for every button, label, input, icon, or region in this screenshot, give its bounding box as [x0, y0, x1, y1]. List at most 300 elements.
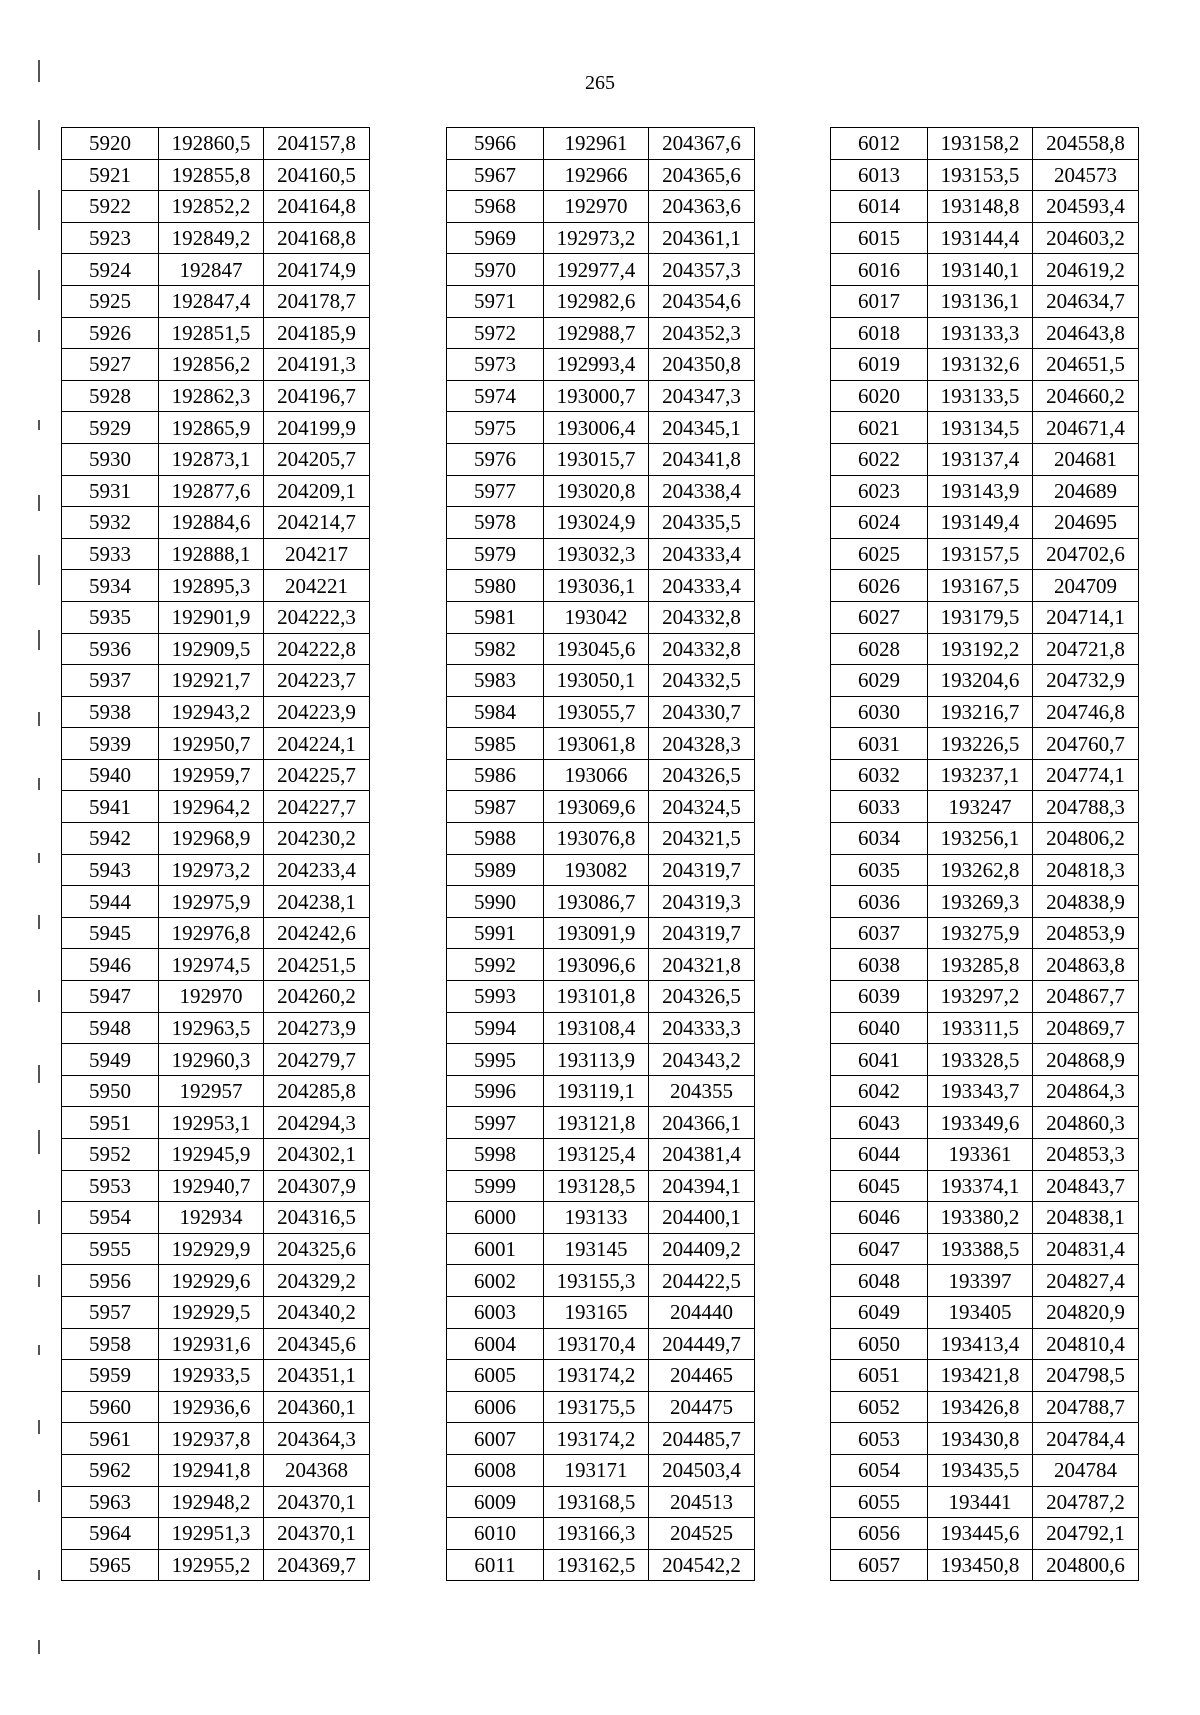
y-coordinate-cell: 204709 [1033, 570, 1139, 602]
point-number-cell: 6020 [831, 380, 928, 412]
point-number-cell: 5933 [62, 538, 159, 570]
x-coordinate-cell: 192964,2 [159, 791, 264, 823]
y-coordinate-cell: 204238,1 [264, 886, 370, 918]
table-row [62, 349, 370, 381]
y-coordinate-cell: 204168,8 [264, 222, 370, 254]
point-number-cell: 5952 [62, 1139, 159, 1171]
table-row [62, 665, 370, 697]
y-coordinate-cell: 204160,5 [264, 159, 370, 191]
point-number-cell: 6045 [831, 1170, 928, 1202]
point-number-cell: 5968 [447, 191, 544, 223]
table-row [831, 1233, 1139, 1265]
y-coordinate-cell: 204681 [1033, 443, 1139, 475]
table-row [62, 380, 370, 412]
table-row [447, 1107, 755, 1139]
table-row [447, 1360, 755, 1392]
y-coordinate-cell: 204355 [649, 1075, 755, 1107]
table-row [447, 380, 755, 412]
point-number-cell: 6011 [447, 1549, 544, 1581]
y-coordinate-cell: 204721,8 [1033, 633, 1139, 665]
y-coordinate-cell: 204352,3 [649, 317, 755, 349]
point-number-cell: 5964 [62, 1518, 159, 1550]
point-number-cell: 5924 [62, 254, 159, 286]
point-number-cell: 5963 [62, 1486, 159, 1518]
x-coordinate-cell: 193076,8 [544, 823, 649, 855]
y-coordinate-cell: 204221 [264, 570, 370, 602]
point-number-cell: 5992 [447, 949, 544, 981]
point-number-cell: 6017 [831, 285, 928, 317]
point-number-cell: 5951 [62, 1107, 159, 1139]
table-row [62, 949, 370, 981]
point-number-cell: 6033 [831, 791, 928, 823]
y-coordinate-cell: 204475 [649, 1391, 755, 1423]
point-number-cell: 5972 [447, 317, 544, 349]
y-coordinate-cell: 204860,3 [1033, 1107, 1139, 1139]
y-coordinate-cell: 204209,1 [264, 475, 370, 507]
x-coordinate-cell: 193349,6 [928, 1107, 1033, 1139]
point-number-cell: 6043 [831, 1107, 928, 1139]
table-row [831, 412, 1139, 444]
x-coordinate-cell: 192955,2 [159, 1549, 264, 1581]
x-coordinate-cell: 192865,9 [159, 412, 264, 444]
y-coordinate-cell: 204394,1 [649, 1170, 755, 1202]
point-number-cell: 5961 [62, 1423, 159, 1455]
x-coordinate-cell: 192961 [544, 128, 649, 160]
x-coordinate-cell: 193091,9 [544, 917, 649, 949]
y-coordinate-cell: 204774,1 [1033, 759, 1139, 791]
y-coordinate-cell: 204357,3 [649, 254, 755, 286]
x-coordinate-cell: 192895,3 [159, 570, 264, 602]
x-coordinate-cell: 193204,6 [928, 665, 1033, 697]
x-coordinate-cell: 193128,5 [544, 1170, 649, 1202]
y-coordinate-cell: 204409,2 [649, 1233, 755, 1265]
y-coordinate-cell: 204222,3 [264, 601, 370, 633]
table-row [447, 475, 755, 507]
table-row [831, 570, 1139, 602]
table-row [447, 1296, 755, 1328]
x-coordinate-cell: 193086,7 [544, 886, 649, 918]
y-coordinate-cell: 204869,7 [1033, 1012, 1139, 1044]
x-coordinate-cell: 193311,5 [928, 1012, 1033, 1044]
y-coordinate-cell: 204351,1 [264, 1360, 370, 1392]
x-coordinate-cell: 192921,7 [159, 665, 264, 697]
y-coordinate-cell: 204558,8 [1033, 128, 1139, 160]
point-number-cell: 5930 [62, 443, 159, 475]
point-number-cell: 6049 [831, 1296, 928, 1328]
point-number-cell: 5962 [62, 1454, 159, 1486]
point-number-cell: 6009 [447, 1486, 544, 1518]
x-coordinate-cell: 193168,5 [544, 1486, 649, 1518]
point-number-cell: 6001 [447, 1233, 544, 1265]
point-number-cell: 6008 [447, 1454, 544, 1486]
x-coordinate-cell: 193036,1 [544, 570, 649, 602]
table-row [62, 1012, 370, 1044]
table-row [447, 601, 755, 633]
point-number-cell: 6010 [447, 1518, 544, 1550]
point-number-cell: 5973 [447, 349, 544, 381]
x-coordinate-cell: 193426,8 [928, 1391, 1033, 1423]
x-coordinate-cell: 193050,1 [544, 665, 649, 697]
x-coordinate-cell: 192931,6 [159, 1328, 264, 1360]
point-number-cell: 6046 [831, 1202, 928, 1234]
x-coordinate-cell: 192909,5 [159, 633, 264, 665]
table-row [447, 1486, 755, 1518]
table-row [62, 696, 370, 728]
table-row [62, 1044, 370, 1076]
table-row [447, 1139, 755, 1171]
table-row [831, 1549, 1139, 1581]
x-coordinate-cell: 192988,7 [544, 317, 649, 349]
table-row [831, 1328, 1139, 1360]
x-coordinate-cell: 192948,2 [159, 1486, 264, 1518]
x-coordinate-cell: 193032,3 [544, 538, 649, 570]
table-row [62, 981, 370, 1013]
table-row [831, 538, 1139, 570]
table-row [62, 1391, 370, 1423]
table-row [62, 601, 370, 633]
y-coordinate-cell: 204294,3 [264, 1107, 370, 1139]
y-coordinate-cell: 204223,9 [264, 696, 370, 728]
y-coordinate-cell: 204868,9 [1033, 1044, 1139, 1076]
x-coordinate-cell: 193144,4 [928, 222, 1033, 254]
x-coordinate-cell: 193166,3 [544, 1518, 649, 1550]
y-coordinate-cell: 204381,4 [649, 1139, 755, 1171]
x-coordinate-cell: 193216,7 [928, 696, 1033, 728]
x-coordinate-cell: 192941,8 [159, 1454, 264, 1486]
point-number-cell: 5953 [62, 1170, 159, 1202]
table-row [831, 1486, 1139, 1518]
table-row [831, 1139, 1139, 1171]
x-coordinate-cell: 192847,4 [159, 285, 264, 317]
y-coordinate-cell: 204818,3 [1033, 854, 1139, 886]
point-number-cell: 5993 [447, 981, 544, 1013]
point-number-cell: 6016 [831, 254, 928, 286]
y-coordinate-cell: 204542,2 [649, 1549, 755, 1581]
x-coordinate-cell: 192982,6 [544, 285, 649, 317]
x-coordinate-cell: 193153,5 [928, 159, 1033, 191]
y-coordinate-cell: 204806,2 [1033, 823, 1139, 855]
point-number-cell: 6000 [447, 1202, 544, 1234]
point-number-cell: 6003 [447, 1296, 544, 1328]
x-coordinate-cell: 193192,2 [928, 633, 1033, 665]
x-coordinate-cell: 193174,2 [544, 1360, 649, 1392]
x-coordinate-cell: 192957 [159, 1075, 264, 1107]
table-row [62, 791, 370, 823]
y-coordinate-cell: 204196,7 [264, 380, 370, 412]
y-coordinate-cell: 204217 [264, 538, 370, 570]
point-number-cell: 5955 [62, 1233, 159, 1265]
table-row [447, 538, 755, 570]
y-coordinate-cell: 204157,8 [264, 128, 370, 160]
point-number-cell: 6055 [831, 1486, 928, 1518]
table-row [831, 1202, 1139, 1234]
table-row [447, 1391, 755, 1423]
y-coordinate-cell: 204285,8 [264, 1075, 370, 1107]
x-coordinate-cell: 193134,5 [928, 412, 1033, 444]
y-coordinate-cell: 204702,6 [1033, 538, 1139, 570]
table-row [447, 823, 755, 855]
x-coordinate-cell: 193450,8 [928, 1549, 1033, 1581]
y-coordinate-cell: 204185,9 [264, 317, 370, 349]
y-coordinate-cell: 204643,8 [1033, 317, 1139, 349]
table-row [62, 1202, 370, 1234]
table-row [447, 854, 755, 886]
table-row [831, 443, 1139, 475]
y-coordinate-cell: 204619,2 [1033, 254, 1139, 286]
x-coordinate-cell: 192933,5 [159, 1360, 264, 1392]
x-coordinate-cell: 193275,9 [928, 917, 1033, 949]
table-row [447, 412, 755, 444]
y-coordinate-cell: 204440 [649, 1296, 755, 1328]
x-coordinate-cell: 193121,8 [544, 1107, 649, 1139]
x-coordinate-cell: 192973,2 [159, 854, 264, 886]
x-coordinate-cell: 192974,5 [159, 949, 264, 981]
point-number-cell: 6035 [831, 854, 928, 886]
y-coordinate-cell: 204671,4 [1033, 412, 1139, 444]
point-number-cell: 5929 [62, 412, 159, 444]
x-coordinate-cell: 192929,6 [159, 1265, 264, 1297]
table-row [62, 1486, 370, 1518]
table-row [831, 1296, 1139, 1328]
x-coordinate-cell: 193148,8 [928, 191, 1033, 223]
table-row [62, 886, 370, 918]
y-coordinate-cell: 204838,9 [1033, 886, 1139, 918]
x-coordinate-cell: 193441 [928, 1486, 1033, 1518]
table-row [447, 1202, 755, 1234]
y-coordinate-cell: 204178,7 [264, 285, 370, 317]
table-row [62, 443, 370, 475]
x-coordinate-cell: 193155,3 [544, 1265, 649, 1297]
table-row [62, 159, 370, 191]
point-number-cell: 5970 [447, 254, 544, 286]
y-coordinate-cell: 204260,2 [264, 981, 370, 1013]
table-row [62, 222, 370, 254]
point-number-cell: 6025 [831, 538, 928, 570]
x-coordinate-cell: 192873,1 [159, 443, 264, 475]
point-number-cell: 5925 [62, 285, 159, 317]
table-row [831, 1044, 1139, 1076]
point-number-cell: 6030 [831, 696, 928, 728]
y-coordinate-cell: 204810,4 [1033, 1328, 1139, 1360]
y-coordinate-cell: 204369,7 [264, 1549, 370, 1581]
y-coordinate-cell: 204224,1 [264, 728, 370, 760]
point-number-cell: 5976 [447, 443, 544, 475]
table-row [62, 1423, 370, 1455]
point-number-cell: 5938 [62, 696, 159, 728]
y-coordinate-cell: 204853,3 [1033, 1139, 1139, 1171]
x-coordinate-cell: 192929,9 [159, 1233, 264, 1265]
y-coordinate-cell: 204593,4 [1033, 191, 1139, 223]
point-number-cell: 5971 [447, 285, 544, 317]
y-coordinate-cell: 204651,5 [1033, 349, 1139, 381]
y-coordinate-cell: 204316,5 [264, 1202, 370, 1234]
point-number-cell: 6015 [831, 222, 928, 254]
y-coordinate-cell: 204233,4 [264, 854, 370, 886]
x-coordinate-cell: 193133 [544, 1202, 649, 1234]
table-row [831, 380, 1139, 412]
table-row [447, 285, 755, 317]
x-coordinate-cell: 193175,5 [544, 1391, 649, 1423]
point-number-cell: 5994 [447, 1012, 544, 1044]
x-coordinate-cell: 193167,5 [928, 570, 1033, 602]
table-row [447, 728, 755, 760]
table-row [62, 475, 370, 507]
y-coordinate-cell: 204333,4 [649, 538, 755, 570]
x-coordinate-cell: 192975,9 [159, 886, 264, 918]
x-coordinate-cell: 192959,7 [159, 759, 264, 791]
point-number-cell: 6057 [831, 1549, 928, 1581]
y-coordinate-cell: 204324,5 [649, 791, 755, 823]
point-number-cell: 5922 [62, 191, 159, 223]
point-number-cell: 5965 [62, 1549, 159, 1581]
point-number-cell: 5999 [447, 1170, 544, 1202]
y-coordinate-cell: 204332,8 [649, 633, 755, 665]
y-coordinate-cell: 204784,4 [1033, 1423, 1139, 1455]
y-coordinate-cell: 204340,2 [264, 1296, 370, 1328]
table-row [831, 317, 1139, 349]
x-coordinate-cell: 192862,3 [159, 380, 264, 412]
point-number-cell: 5998 [447, 1139, 544, 1171]
x-coordinate-cell: 192963,5 [159, 1012, 264, 1044]
point-number-cell: 6023 [831, 475, 928, 507]
y-coordinate-cell: 204746,8 [1033, 696, 1139, 728]
point-number-cell: 5960 [62, 1391, 159, 1423]
point-number-cell: 6021 [831, 412, 928, 444]
table-row [447, 1549, 755, 1581]
table-row [62, 1549, 370, 1581]
x-coordinate-cell: 193435,5 [928, 1454, 1033, 1486]
x-coordinate-cell: 192855,8 [159, 159, 264, 191]
y-coordinate-cell: 204366,1 [649, 1107, 755, 1139]
y-coordinate-cell: 204333,4 [649, 570, 755, 602]
x-coordinate-cell: 193179,5 [928, 601, 1033, 633]
x-coordinate-cell: 193006,4 [544, 412, 649, 444]
point-number-cell: 6004 [447, 1328, 544, 1360]
table-row [831, 1265, 1139, 1297]
point-number-cell: 5981 [447, 601, 544, 633]
point-number-cell: 6014 [831, 191, 928, 223]
y-coordinate-cell: 204792,1 [1033, 1518, 1139, 1550]
x-coordinate-cell: 193297,2 [928, 981, 1033, 1013]
x-coordinate-cell: 193069,6 [544, 791, 649, 823]
point-number-cell: 5957 [62, 1296, 159, 1328]
x-coordinate-cell: 193000,7 [544, 380, 649, 412]
point-number-cell: 5974 [447, 380, 544, 412]
table-row [62, 1075, 370, 1107]
coordinates-table-2 [446, 127, 755, 1581]
y-coordinate-cell: 204827,4 [1033, 1265, 1139, 1297]
x-coordinate-cell: 192960,3 [159, 1044, 264, 1076]
point-number-cell: 5936 [62, 633, 159, 665]
x-coordinate-cell: 193285,8 [928, 949, 1033, 981]
table-row [447, 917, 755, 949]
x-coordinate-cell: 192884,6 [159, 507, 264, 539]
table-row [62, 917, 370, 949]
y-coordinate-cell: 204307,9 [264, 1170, 370, 1202]
table-row [831, 823, 1139, 855]
table-row [447, 349, 755, 381]
x-coordinate-cell: 193430,8 [928, 1423, 1033, 1455]
x-coordinate-cell: 193143,9 [928, 475, 1033, 507]
table-row [447, 1075, 755, 1107]
y-coordinate-cell: 204853,9 [1033, 917, 1139, 949]
point-number-cell: 6029 [831, 665, 928, 697]
point-number-cell: 6039 [831, 981, 928, 1013]
x-coordinate-cell: 193157,5 [928, 538, 1033, 570]
point-number-cell: 5946 [62, 949, 159, 981]
point-number-cell: 5932 [62, 507, 159, 539]
y-coordinate-cell: 204798,5 [1033, 1360, 1139, 1392]
table-row [62, 854, 370, 886]
point-number-cell: 5977 [447, 475, 544, 507]
table-row [62, 412, 370, 444]
table-row [447, 886, 755, 918]
x-coordinate-cell: 193024,9 [544, 507, 649, 539]
point-number-cell: 6036 [831, 886, 928, 918]
table-row [831, 1107, 1139, 1139]
y-coordinate-cell: 204695 [1033, 507, 1139, 539]
table-row [447, 222, 755, 254]
table-row [831, 349, 1139, 381]
table-row [831, 1075, 1139, 1107]
point-number-cell: 5950 [62, 1075, 159, 1107]
y-coordinate-cell: 204788,3 [1033, 791, 1139, 823]
y-coordinate-cell: 204831,4 [1033, 1233, 1139, 1265]
point-number-cell: 5959 [62, 1360, 159, 1392]
y-coordinate-cell: 204422,5 [649, 1265, 755, 1297]
table-row [831, 886, 1139, 918]
point-number-cell: 5979 [447, 538, 544, 570]
y-coordinate-cell: 204787,2 [1033, 1486, 1139, 1518]
point-number-cell: 6047 [831, 1233, 928, 1265]
y-coordinate-cell: 204333,3 [649, 1012, 755, 1044]
table-row [62, 1296, 370, 1328]
x-coordinate-cell: 193101,8 [544, 981, 649, 1013]
x-coordinate-cell: 192934 [159, 1202, 264, 1234]
point-number-cell: 5966 [447, 128, 544, 160]
table-row [447, 791, 755, 823]
point-number-cell: 6037 [831, 917, 928, 949]
table-row [831, 222, 1139, 254]
y-coordinate-cell: 204251,5 [264, 949, 370, 981]
table-row [447, 570, 755, 602]
y-coordinate-cell: 204485,7 [649, 1423, 755, 1455]
point-number-cell: 6044 [831, 1139, 928, 1171]
table-row [447, 507, 755, 539]
y-coordinate-cell: 204800,6 [1033, 1549, 1139, 1581]
table-row [447, 949, 755, 981]
y-coordinate-cell: 204732,9 [1033, 665, 1139, 697]
x-coordinate-cell: 193174,2 [544, 1423, 649, 1455]
y-coordinate-cell: 204347,3 [649, 380, 755, 412]
point-number-cell: 5945 [62, 917, 159, 949]
x-coordinate-cell: 193045,6 [544, 633, 649, 665]
point-number-cell: 5987 [447, 791, 544, 823]
table-row [62, 1170, 370, 1202]
y-coordinate-cell: 204332,5 [649, 665, 755, 697]
point-number-cell: 5988 [447, 823, 544, 855]
point-number-cell: 5997 [447, 1107, 544, 1139]
y-coordinate-cell: 204214,7 [264, 507, 370, 539]
table-row [447, 1518, 755, 1550]
x-coordinate-cell: 192937,8 [159, 1423, 264, 1455]
point-number-cell: 5956 [62, 1265, 159, 1297]
table-row [831, 854, 1139, 886]
point-number-cell: 5984 [447, 696, 544, 728]
x-coordinate-cell: 193421,8 [928, 1360, 1033, 1392]
y-coordinate-cell: 204449,7 [649, 1328, 755, 1360]
point-number-cell: 5939 [62, 728, 159, 760]
